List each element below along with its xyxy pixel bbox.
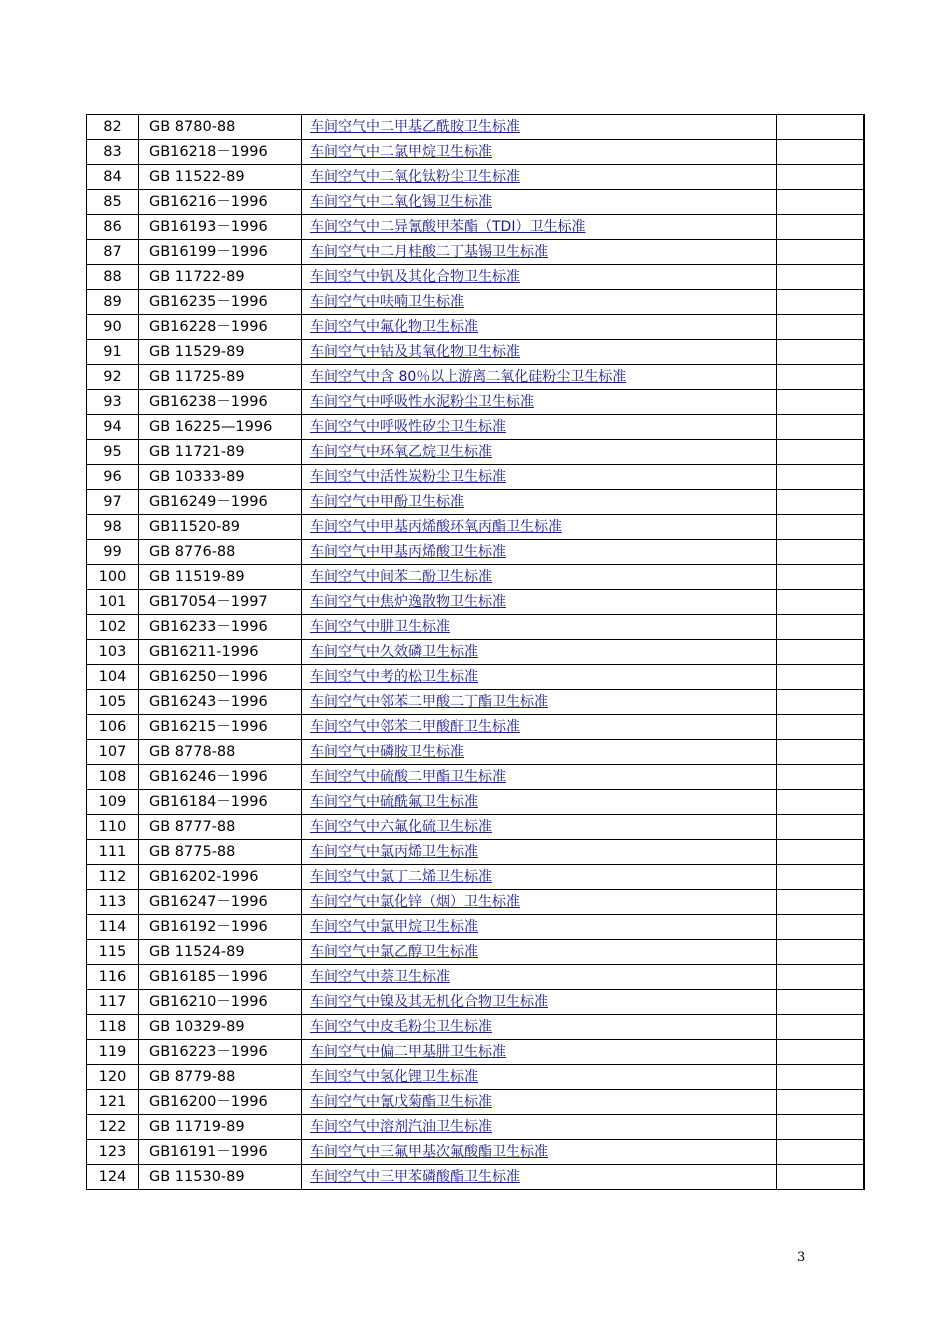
standard-code: GB16215－1996 [139,715,302,740]
standard-code: GB16246－1996 [139,765,302,790]
standard-title-link[interactable]: 车间空气中萘卫生标准 [310,969,450,985]
table-row [87,765,864,790]
standard-title-link[interactable]: 车间空气中硫酰氟卫生标准 [310,794,478,810]
table-row [87,865,864,890]
remarks-cell [777,1115,864,1140]
row-number: 95 [87,440,139,465]
table-row [87,190,864,215]
remarks-cell [777,1065,864,1090]
standard-code: GB16223－1996 [139,1040,302,1065]
standard-code: GB 8776-88 [139,540,302,565]
standard-title-cell [302,1090,777,1115]
row-number: 96 [87,465,139,490]
standard-title-link[interactable]: 车间空气中氯丁二烯卫生标准 [310,869,492,885]
standard-title-link[interactable]: 车间空气中环氧乙烷卫生标准 [310,444,492,460]
standard-title-link[interactable]: 车间空气中磷胺卫生标准 [310,744,464,760]
table-row [87,465,864,490]
remarks-cell [777,790,864,815]
row-number: 87 [87,240,139,265]
table-row [87,890,864,915]
table-row [87,215,864,240]
remarks-cell [777,290,864,315]
standard-code: GB16228－1996 [139,315,302,340]
standard-title-link[interactable]: 车间空气中二甲基乙酰胺卫生标准 [310,119,520,135]
row-number: 121 [87,1090,139,1115]
remarks-cell [777,590,864,615]
standard-title-cell [302,365,777,390]
standard-code: GB16216－1996 [139,190,302,215]
row-number: 89 [87,290,139,315]
remarks-cell [777,140,864,165]
row-number: 91 [87,340,139,365]
table-row [87,590,864,615]
standards-table-body [87,115,864,1190]
standard-code: GB16249－1996 [139,490,302,515]
standard-title-cell [302,515,777,540]
standard-title-link[interactable]: 车间空气中氯丙烯卫生标准 [310,844,478,860]
remarks-cell [777,540,864,565]
row-number: 120 [87,1065,139,1090]
remarks-cell [777,690,864,715]
standard-code: GB16250－1996 [139,665,302,690]
standard-title-link[interactable]: 车间空气中二异氰酸甲苯酯（TDI）卫生标准 [310,219,586,235]
row-number: 99 [87,540,139,565]
row-number: 108 [87,765,139,790]
standard-title-cell [302,1040,777,1065]
table-row [87,290,864,315]
remarks-cell [777,890,864,915]
standard-title-cell [302,240,777,265]
table-row [87,790,864,815]
standard-title-link[interactable]: 车间空气中氯甲烷卫生标准 [310,919,478,935]
standard-title-link[interactable]: 车间空气中含 80％以上游离二氧化硅粉尘卫生标准 [310,369,627,385]
row-number: 92 [87,365,139,390]
standard-title-link[interactable]: 车间空气中二氧化钛粉尘卫生标准 [310,169,520,185]
standard-title-link[interactable]: 车间空气中二氧化锡卫生标准 [310,194,492,210]
standard-code: GB16210－1996 [139,990,302,1015]
standard-title-link[interactable]: 车间空气中氟化物卫生标准 [310,319,478,335]
standard-title-link[interactable]: 车间空气中钴及其氧化物卫生标准 [310,344,520,360]
standard-code: GB 11529-89 [139,340,302,365]
standard-title-cell [302,1065,777,1090]
table-row [87,990,864,1015]
standard-title-link[interactable]: 车间空气中呼吸性矽尘卫生标准 [310,419,506,435]
row-number: 122 [87,1115,139,1140]
row-number: 90 [87,315,139,340]
standard-title-cell [302,440,777,465]
table-row [87,1040,864,1065]
table-row [87,840,864,865]
standard-title-link[interactable]: 车间空气中三甲苯磷酸酯卫生标准 [310,1169,520,1185]
standard-title-link[interactable]: 车间空气中溶剂汽油卫生标准 [310,1119,492,1135]
row-number: 97 [87,490,139,515]
remarks-cell [777,490,864,515]
standard-title-link[interactable]: 车间空气中氯乙醇卫生标准 [310,944,478,960]
table-row [87,615,864,640]
remarks-cell [777,215,864,240]
standard-title-cell [302,765,777,790]
remarks-cell [777,640,864,665]
remarks-cell [777,1165,864,1190]
standard-code: GB 8777-88 [139,815,302,840]
standard-title-link[interactable]: 车间空气中皮毛粉尘卫生标准 [310,1019,492,1035]
standard-title-cell [302,290,777,315]
remarks-cell [777,840,864,865]
row-number: 114 [87,915,139,940]
table-row [87,515,864,540]
standard-title-cell [302,165,777,190]
row-number: 111 [87,840,139,865]
standard-title-link[interactable]: 车间空气中三氟甲基次氟酸酯卫生标准 [310,1144,548,1160]
standard-title-link[interactable]: 车间空气中镍及其无机化合物卫生标准 [310,994,548,1010]
table-row [87,1165,864,1190]
row-number: 101 [87,590,139,615]
standard-title-link[interactable]: 车间空气中氯化锌（烟）卫生标准 [310,894,520,910]
remarks-cell [777,115,864,140]
remarks-cell [777,190,864,215]
standard-title-cell [302,790,777,815]
row-number: 84 [87,165,139,190]
standard-title-cell [302,1015,777,1040]
standard-title-cell [302,665,777,690]
table-row [87,315,864,340]
standard-code: GB16247－1996 [139,890,302,915]
standard-title-cell [302,1115,777,1140]
standard-title-link[interactable]: 车间空气中甲酚卫生标准 [310,494,464,510]
standard-title-link[interactable]: 车间空气中甲基丙烯酸环氧丙酯卫生标准 [310,519,562,535]
row-number: 83 [87,140,139,165]
row-number: 100 [87,565,139,590]
standard-title-cell [302,340,777,365]
standard-title-cell [302,915,777,940]
standard-code: GB16233－1996 [139,615,302,640]
row-number: 124 [87,1165,139,1190]
standard-title-link[interactable]: 车间空气中邻苯二甲酸酐卫生标准 [310,719,520,735]
standard-title-link[interactable]: 车间空气中钒及其化合物卫生标准 [310,269,520,285]
row-number: 109 [87,790,139,815]
row-number: 107 [87,740,139,765]
row-number: 98 [87,515,139,540]
row-number: 116 [87,965,139,990]
remarks-cell [777,315,864,340]
standard-code: GB 16225—1996 [139,415,302,440]
standard-title-cell [302,265,777,290]
remarks-cell [777,165,864,190]
table-row [87,340,864,365]
standard-title-cell [302,940,777,965]
standard-code: GB16211-1996 [139,640,302,665]
table-row [87,140,864,165]
table-row [87,415,864,440]
standard-code: GB16192－1996 [139,915,302,940]
table-row [87,115,864,140]
row-number: 88 [87,265,139,290]
standard-title-cell [302,840,777,865]
remarks-cell [777,965,864,990]
remarks-cell [777,940,864,965]
standard-title-link[interactable]: 车间空气中久效磷卫生标准 [310,644,478,660]
standard-title-cell [302,215,777,240]
row-number: 94 [87,415,139,440]
standard-title-cell [302,315,777,340]
standards-table [86,114,865,1190]
standard-title-cell [302,865,777,890]
remarks-cell [777,715,864,740]
standard-code: GB16191－1996 [139,1140,302,1165]
row-number: 110 [87,815,139,840]
standard-code: GB16202-1996 [139,865,302,890]
standard-title-link[interactable]: 车间空气中甲基丙烯酸卫生标准 [310,544,506,560]
remarks-cell [777,915,864,940]
standard-code: GB 10333-89 [139,465,302,490]
standard-code: GB 8775-88 [139,840,302,865]
remarks-cell [777,1015,864,1040]
table-row [87,715,864,740]
standard-title-link[interactable]: 车间空气中氢化锂卫生标准 [310,1069,478,1085]
remarks-cell [777,765,864,790]
table-row [87,915,864,940]
row-number: 123 [87,1140,139,1165]
table-row [87,640,864,665]
row-number: 117 [87,990,139,1015]
standard-title-link[interactable]: 车间空气中间苯二酚卫生标准 [310,569,492,585]
table-row [87,815,864,840]
standard-title-link[interactable]: 车间空气中焦炉逸散物卫生标准 [310,594,506,610]
standard-code: GB 8779-88 [139,1065,302,1090]
row-number: 104 [87,665,139,690]
standard-title-cell [302,465,777,490]
table-row [87,1115,864,1140]
remarks-cell [777,265,864,290]
standard-code: GB 11522-89 [139,165,302,190]
remarks-cell [777,390,864,415]
standard-code: GB 11725-89 [139,365,302,390]
remarks-cell [777,365,864,390]
standard-code: GB 11519-89 [139,565,302,590]
standard-code: GB11520-89 [139,515,302,540]
standard-title-link[interactable]: 车间空气中活性炭粉尘卫生标准 [310,469,506,485]
row-number: 85 [87,190,139,215]
table-row [87,690,864,715]
standard-code: GB 11722-89 [139,265,302,290]
table-row [87,390,864,415]
remarks-cell [777,565,864,590]
standard-title-link[interactable]: 车间空气中考的松卫生标准 [310,669,478,685]
standard-title-cell [302,390,777,415]
standard-code: GB 11530-89 [139,1165,302,1190]
standard-code: GB16184－1996 [139,790,302,815]
table-row [87,1090,864,1115]
remarks-cell [777,990,864,1015]
standard-title-link[interactable]: 车间空气中偏二甲基肼卫生标准 [310,1044,506,1060]
remarks-cell [777,465,864,490]
standard-code: GB 11721-89 [139,440,302,465]
row-number: 118 [87,1015,139,1040]
standard-title-cell [302,740,777,765]
table-row [87,1065,864,1090]
remarks-cell [777,340,864,365]
standard-title-link[interactable]: 车间空气中邻苯二甲酸二丁酯卫生标准 [310,694,548,710]
standard-code: GB16200－1996 [139,1090,302,1115]
standard-code: GB16238－1996 [139,390,302,415]
remarks-cell [777,865,864,890]
standard-title-cell [302,1165,777,1190]
table-row [87,940,864,965]
row-number: 105 [87,690,139,715]
standard-title-cell [302,590,777,615]
row-number: 113 [87,890,139,915]
standard-title-cell [302,140,777,165]
standard-title-cell [302,990,777,1015]
standard-code: GB16243－1996 [139,690,302,715]
standard-title-link[interactable]: 车间空气中二氯甲烷卫生标准 [310,144,492,160]
standard-code: GB 8780-88 [139,115,302,140]
standard-title-cell [302,540,777,565]
standard-code: GB16199－1996 [139,240,302,265]
remarks-cell [777,815,864,840]
remarks-cell [777,440,864,465]
table-row [87,1140,864,1165]
row-number: 86 [87,215,139,240]
standard-code: GB 10329-89 [139,1015,302,1040]
remarks-cell [777,665,864,690]
standard-title-link[interactable]: 车间空气中六氟化硫卫生标准 [310,819,492,835]
table-row [87,665,864,690]
standard-title-cell [302,690,777,715]
standard-code: GB16218－1996 [139,140,302,165]
standard-title-link[interactable]: 车间空气中氰戊菊酯卫生标准 [310,1094,492,1110]
remarks-cell [777,1090,864,1115]
remarks-cell [777,240,864,265]
standard-title-cell [302,415,777,440]
row-number: 115 [87,940,139,965]
standard-title-link[interactable]: 车间空气中呋喃卫生标准 [310,294,464,310]
remarks-cell [777,1040,864,1065]
standard-title-cell [302,815,777,840]
standard-code: GB 11524-89 [139,940,302,965]
table-row [87,365,864,390]
standard-code: GB16193－1996 [139,215,302,240]
standard-code: GB16185－1996 [139,965,302,990]
table-row [87,1015,864,1040]
remarks-cell [777,1140,864,1165]
standard-title-cell [302,190,777,215]
table-row [87,565,864,590]
standard-title-link[interactable]: 车间空气中二月桂酸二丁基锡卫生标准 [310,244,548,260]
table-row [87,965,864,990]
standard-title-link[interactable]: 车间空气中肼卫生标准 [310,619,450,635]
table-row [87,165,864,190]
standard-code: GB 11719-89 [139,1115,302,1140]
standard-title-link[interactable]: 车间空气中呼吸性水泥粉尘卫生标准 [310,394,534,410]
table-row [87,265,864,290]
standard-title-cell [302,890,777,915]
row-number: 102 [87,615,139,640]
remarks-cell [777,740,864,765]
row-number: 82 [87,115,139,140]
standard-title-cell [302,1140,777,1165]
standard-title-cell [302,615,777,640]
standard-title-cell [302,965,777,990]
standard-title-cell [302,565,777,590]
standard-title-cell [302,715,777,740]
standard-code: GB 8778-88 [139,740,302,765]
standard-code: GB16235－1996 [139,290,302,315]
standard-title-link[interactable]: 车间空气中硫酸二甲酯卫生标准 [310,769,506,785]
remarks-cell [777,615,864,640]
standard-title-cell [302,640,777,665]
table-row [87,240,864,265]
table-row [87,540,864,565]
row-number: 103 [87,640,139,665]
table-row [87,440,864,465]
table-row [87,740,864,765]
row-number: 112 [87,865,139,890]
standard-code: GB17054－1997 [139,590,302,615]
standard-title-cell [302,115,777,140]
table-row [87,490,864,515]
page-number: 3 [797,1250,806,1265]
row-number: 93 [87,390,139,415]
row-number: 106 [87,715,139,740]
remarks-cell [777,515,864,540]
remarks-cell [777,415,864,440]
standard-title-cell [302,490,777,515]
row-number: 119 [87,1040,139,1065]
